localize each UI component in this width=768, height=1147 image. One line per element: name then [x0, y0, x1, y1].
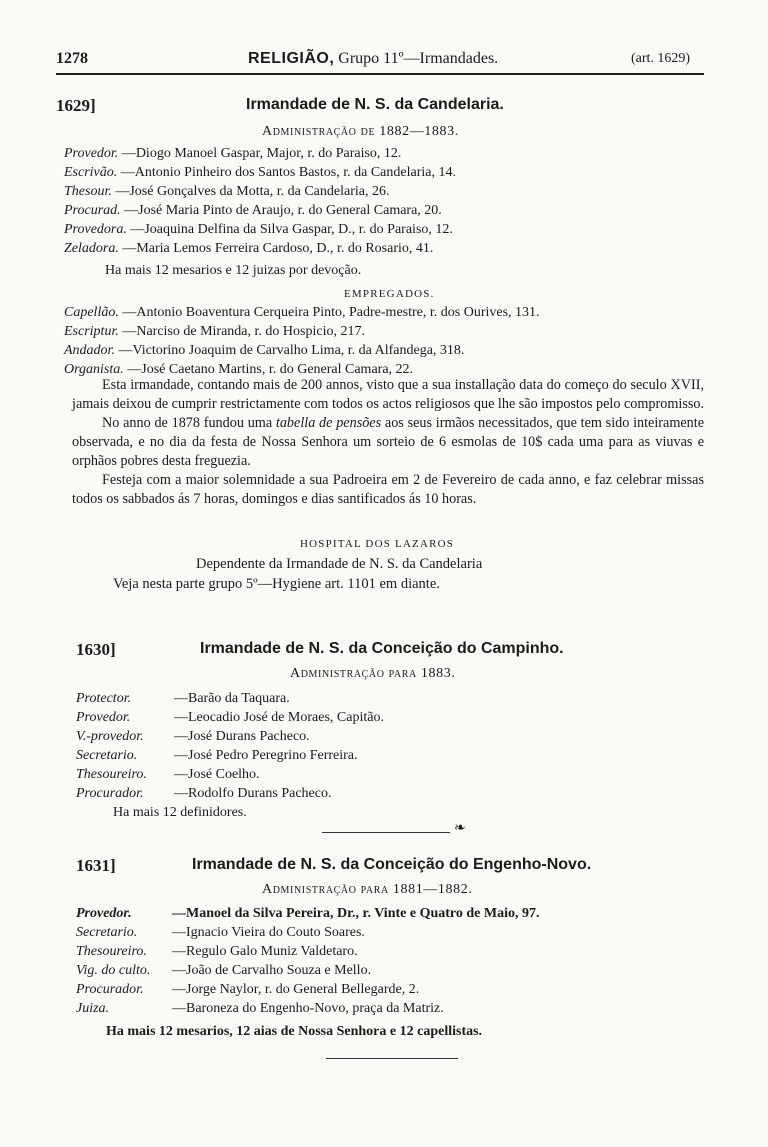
separator-line [326, 1058, 458, 1059]
officer-text: —Leocadio José de Moraes, Capitão. [174, 710, 384, 725]
officer-role: Procurador. [76, 786, 144, 801]
officer-text: —Regulo Galo Muniz Valdetaro. [172, 944, 358, 959]
running-title-main: RELIGIÃO, [248, 50, 335, 67]
employee-text: —Victorino Joaquim de Carvalho Lima, r. da Alfandega, 318. [118, 343, 465, 358]
officer-row [64, 184, 389, 200]
officer-role: Vig. do culto. [76, 963, 151, 978]
officer-row [76, 767, 260, 783]
paragraph: Esta irmandade, contando mais de 200 annos, visto que a sua installação data do começo do seculo XVII, jamais deixou de cumprir restrictamente com todos os actos religiosos que lhe são impostos pelo compromisso. [72, 377, 705, 412]
section-title: Irmandade de N. S. da Conceição do Campinho. [200, 640, 564, 657]
employee-row [64, 324, 365, 340]
article-range: (art. 1629) [631, 51, 691, 66]
employee-role: Capellão. [64, 305, 119, 320]
officer-text: —José Pedro Peregrino Ferreira. [174, 748, 358, 763]
officer-text: —Maria Lemos Ferreira Cardoso, D., r. do Rosario, 41. [122, 241, 434, 256]
running-title-rest: Grupo 11º—Irmandades. [334, 50, 499, 67]
administration-line: Administração para 1881—1882. [262, 882, 473, 897]
employee-role: Organista. [64, 362, 124, 377]
employee-text: —Antonio Boaventura Cerqueira Pinto, Padre-mestre, r. dos Ourives, 131. [122, 305, 540, 320]
officer-text: —Diogo Manoel Gaspar, Major, r. do Paraiso, 12. [121, 146, 402, 161]
officer-role: Provedora. [64, 222, 127, 237]
officer-text: —João de Carvalho Souza e Mello. [172, 963, 372, 978]
officer-text: —Jorge Naylor, r. do General Bellegarde, 2. [172, 982, 420, 997]
hospital-heading: HOSPITAL DOS LAZAROS [300, 538, 455, 550]
employee-role: Escriptur. [64, 324, 119, 339]
officer-role: Thesoureiro. [76, 944, 147, 959]
officer-text: —Manoel da Silva Pereira, Dr., r. Vinte e Quatro de Maio, 97. [172, 906, 540, 921]
officer-row [64, 203, 442, 219]
officer-text: —José Maria Pinto de Araujo, r. do General Camara, 20. [124, 203, 442, 218]
officer-role: Protector. [76, 691, 132, 706]
employee-row [64, 343, 464, 359]
employee-text: —Narciso de Miranda, r. do Hospicio, 217. [122, 324, 365, 339]
section-note: Ha mais 12 mesarios, 12 aias de Nossa Senhora e 12 capellistas. [106, 1024, 483, 1039]
administration-line: Administração para 1883. [290, 666, 456, 681]
section-note: Ha mais 12 mesarios e 12 juizas por devoção. [105, 263, 362, 278]
officer-role: Provedor. [76, 710, 131, 725]
officer-row [76, 691, 290, 707]
running-title [248, 50, 498, 68]
officer-text: —José Coelho. [174, 767, 260, 782]
officer-role: Juiza. [76, 1001, 110, 1016]
officer-row [76, 1001, 444, 1017]
officer-role: Thesour. [64, 184, 112, 199]
section-number: 1630] [76, 640, 116, 659]
employee-role: Andador. [64, 343, 115, 358]
officer-role: Provedor. [76, 906, 132, 921]
officer-row [76, 710, 384, 726]
section-title: Irmandade de N. S. da Candelaria. [246, 96, 504, 113]
paragraph: Festeja com a maior solemnidade a sua Padroeira em 2 de Fevereiro de cada anno, e faz celebrar missas todos os sabbados ás 7 horas, domingos e dias santificados ás 10 horas. [72, 472, 704, 507]
officer-text: —Antonio Pinheiro dos Santos Bastos, r. da Candelaria, 14. [120, 165, 456, 180]
header-rule [56, 73, 704, 75]
officer-role: Provedor. [64, 146, 119, 161]
hospital-line: Dependente da Irmandade de N. S. da Candelaria [196, 556, 483, 572]
officer-row [76, 748, 358, 764]
officer-row [64, 222, 453, 238]
officer-row [64, 165, 456, 181]
employees-heading: EMPREGADOS. [344, 288, 435, 300]
officer-row [76, 963, 371, 979]
officer-row [76, 944, 358, 960]
administration-line: Administração de 1882—1883. [262, 124, 459, 139]
officer-text: —José Gonçalves da Motta, r. da Candelaria, 26. [115, 184, 390, 199]
officer-row [64, 146, 401, 162]
hospital-reference: Veja nesta parte grupo 5º—Hygiene art. 1101 em diante. [113, 576, 440, 592]
section-number: 1631] [76, 856, 116, 875]
body-text [72, 376, 704, 509]
officer-role: Procurad. [64, 203, 121, 218]
officer-role: Secretario. [76, 925, 138, 940]
officer-row [76, 729, 310, 745]
officer-role: Secretario. [76, 748, 138, 763]
officer-text: —Joaquina Delfina da Silva Gaspar, D., r. do Paraiso, 12. [130, 222, 453, 237]
officer-text: —Baroneza do Engenho-Novo, praça da Matriz. [172, 1001, 444, 1016]
officer-role: Zeladora. [64, 241, 119, 256]
officer-text: —Ignacio Vieira do Couto Soares. [172, 925, 365, 940]
section-note: Ha mais 12 definidores. [113, 805, 247, 820]
section-title: Irmandade de N. S. da Conceição do Engenho-Novo. [192, 856, 592, 873]
officer-row [76, 906, 539, 922]
officer-row [64, 241, 433, 257]
employee-row [64, 305, 540, 321]
officer-role: V.-provedor. [76, 729, 144, 744]
section-number: 1629] [56, 96, 96, 115]
officer-text: —Barão da Taquara. [174, 691, 290, 706]
paragraph-italic: tabella de pensões [275, 415, 382, 431]
officer-text: —Rodolfo Durans Pacheco. [174, 786, 332, 801]
officer-role: Escrivão. [64, 165, 118, 180]
officer-row [76, 786, 331, 802]
officer-role: Thesoureiro. [76, 767, 147, 782]
employee-text: —José Caetano Martins, r. do General Camara, 22. [127, 362, 414, 377]
flourish-icon: ❧ [454, 821, 466, 836]
officer-row [76, 982, 419, 998]
officer-row [76, 925, 365, 941]
paragraph-part: aos seus irmãos necessitados, que tem sido inteiramente observada, e no dia da festa de Nossa Senhora um sorteio de 6 esmolas de 10$ cada uma para as viuvas e orphãos pobres desta freguezia. [72, 415, 704, 469]
page-number: 1278 [56, 50, 88, 67]
officer-role: Procurador. [76, 982, 144, 997]
paragraph [72, 414, 704, 471]
separator-line [322, 832, 450, 833]
officer-text: —José Durans Pacheco. [174, 729, 310, 744]
paragraph-part: No anno de 1878 fundou uma [102, 415, 276, 431]
